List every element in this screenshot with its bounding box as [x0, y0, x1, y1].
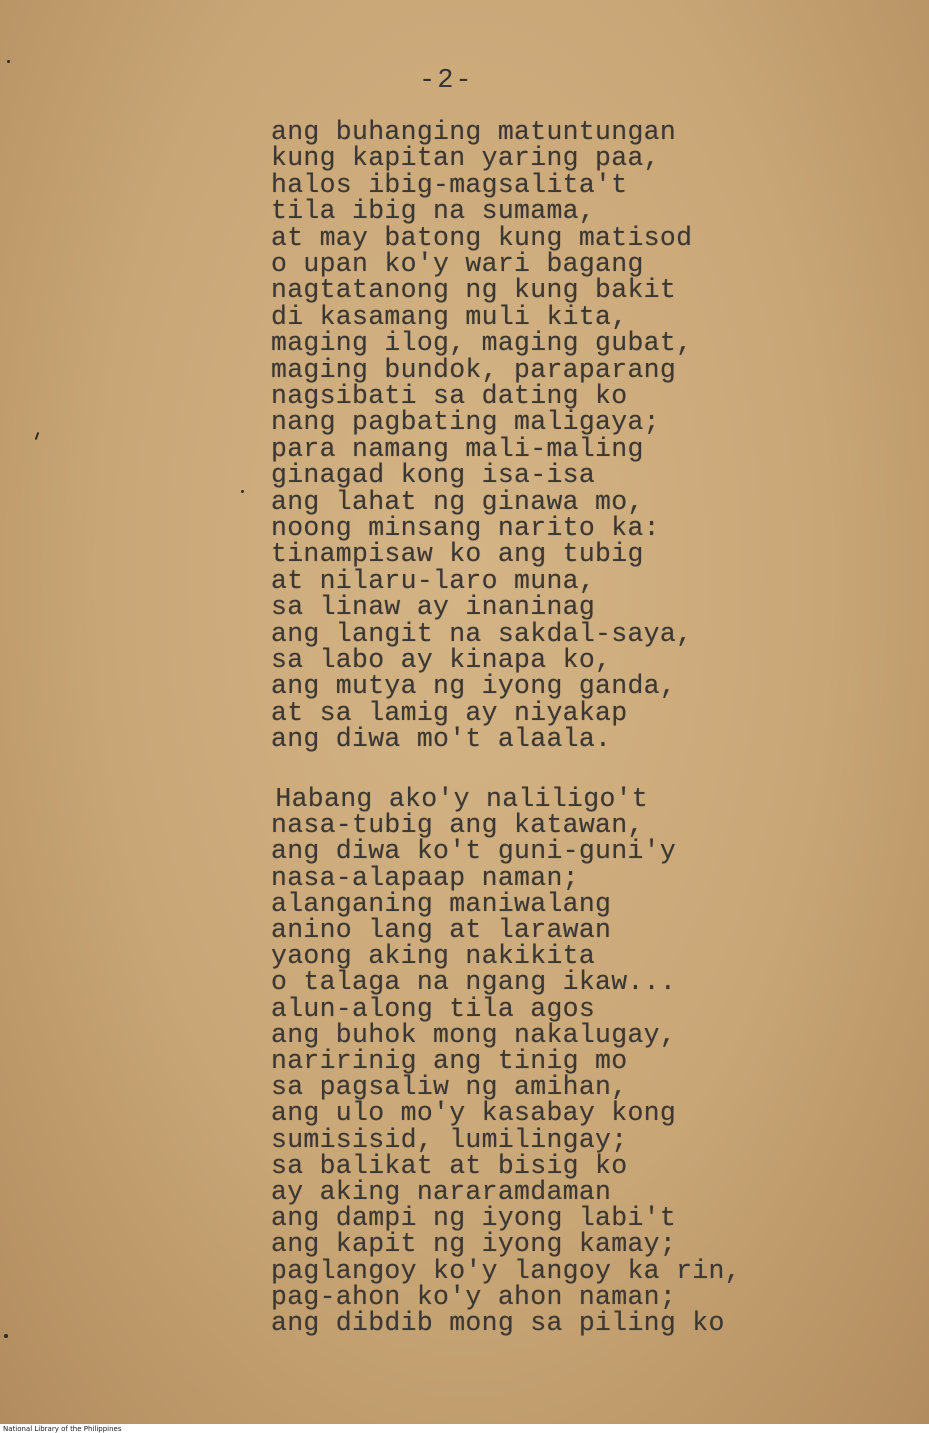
poem-line: ang buhanging matuntungan [271, 117, 677, 147]
poem-line: ang diwa ko't guni-guni'y [271, 836, 677, 867]
poem-line: halos ibig-magsalita't [271, 169, 628, 200]
page-number: -2- [419, 66, 474, 96]
poem-line: o upan ko'y wari bagang [271, 249, 644, 279]
poem-line: ang buhok mong nakalugay, [271, 1019, 677, 1050]
poem-line: ang kapit ng iyong kamay; [271, 1229, 677, 1260]
poem-line: pag-ahon ko'y ahon naman; [271, 1281, 677, 1312]
poem-line: maging bundok, paraparang [271, 354, 677, 385]
poem-line: ang ulo mo'y kasabay kong [271, 1098, 677, 1129]
poem-line: Habang ako'y naliligo't [243, 784, 649, 814]
poem-line: naririnig ang tinig mo [271, 1046, 628, 1076]
poem-line: ang lahat ng ginawa mo, [271, 486, 644, 517]
poem-line: ang mutya ng iyong ganda, [271, 671, 677, 702]
poem-line: tila ibig na sumama, [271, 196, 596, 227]
poem-line: sa balikat at bisig ko [271, 1150, 628, 1181]
poem-line: ang langit na sakdal-saya, [271, 618, 693, 649]
footer-strip [0, 1424, 929, 1433]
poem-line: para namang mali-maling [271, 433, 644, 464]
poem-line: ang dampi ng iyong labi't [271, 1203, 677, 1234]
poem-line: o talaga na ngang ikaw... [271, 967, 677, 998]
ink-speck [241, 490, 244, 493]
poem-line: at sa lamig ay niyakap [271, 697, 628, 728]
poem-line: at may batong kung matisod [271, 222, 693, 253]
poem-line: nagtatanong ng kung bakit [271, 275, 677, 306]
poem-line: ginagad kong isa-isa [271, 460, 596, 491]
poem-line: nasa-alapaap naman; [271, 862, 579, 893]
poem-line: anino lang at larawan [271, 915, 612, 945]
poem-line: maging ilog, maging gubat, [271, 328, 693, 359]
poem-line: nasa-tubig ang katawan, [271, 810, 644, 841]
poem-line: nang pagbating maligaya; [271, 407, 660, 438]
poem-line: yaong aking nakikita [271, 941, 596, 972]
ink-speck [4, 1334, 8, 1338]
ink-speck [7, 60, 10, 63]
poem-line: kung kapitan yaring paa, [271, 143, 660, 174]
footer-credit: National Library of the Philippines [2, 1425, 125, 1433]
poem-line: tinampisaw ko ang tubig [271, 539, 644, 570]
poem-line: sa linaw ay inaninag [271, 592, 596, 623]
poem-line: ay aking nararamdaman [271, 1177, 612, 1207]
poem-line: at nilaru-laro muna, [271, 565, 596, 596]
poem-line: alanganing maniwalang [271, 888, 612, 919]
poem-line: noong minsang narito ka: [271, 513, 660, 543]
poem-line: sa pagsaliw ng amihan, [271, 1072, 628, 1103]
poem-line: di kasamang muli kita, [271, 301, 628, 332]
poem-line: sumisisid, lumilingay; [271, 1124, 628, 1155]
poem-line: ang dibdib mong sa piling ko [271, 1308, 725, 1338]
ink-speck [35, 432, 40, 440]
poem-line: nagsibati sa dating ko [271, 381, 628, 411]
poem-line: alun-along tila agos [271, 993, 596, 1024]
poem-line: paglangoy ko'y langoy ka rin, [271, 1255, 741, 1286]
poem-line: sa labo ay kinapa ko, [271, 645, 612, 675]
poem-line: ang diwa mo't alaala. [271, 724, 612, 755]
